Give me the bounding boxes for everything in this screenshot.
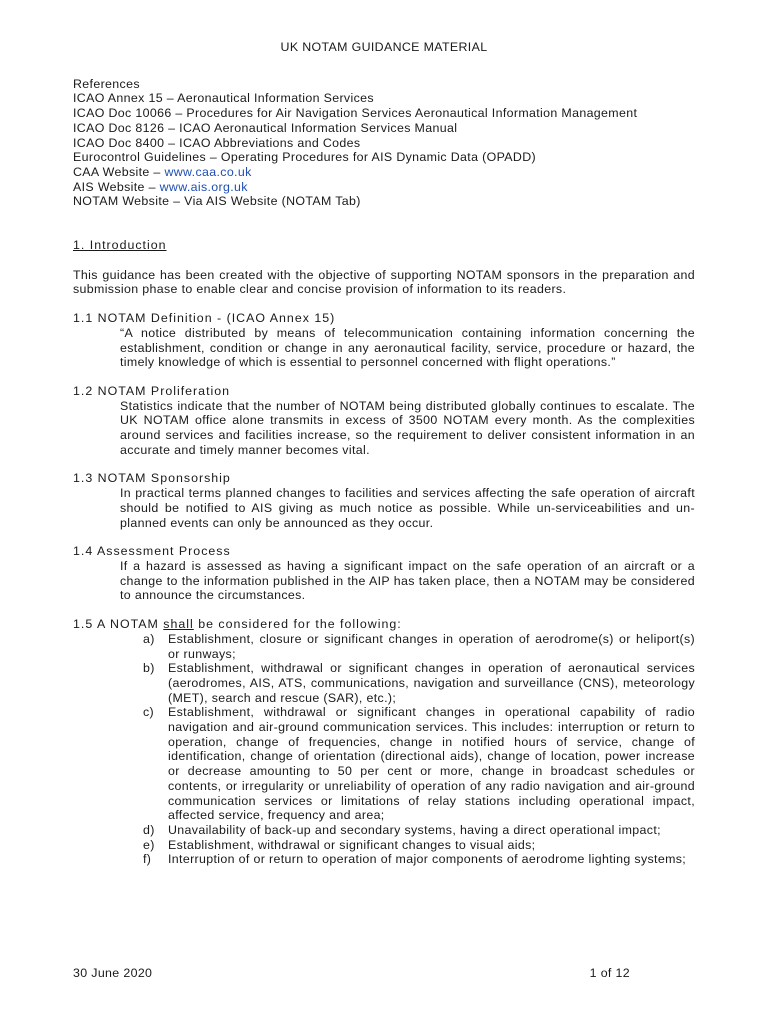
ais-website-link[interactable]: www.ais.org.uk: [159, 179, 248, 194]
references-heading: References: [73, 76, 140, 91]
caa-website-link[interactable]: www.caa.co.uk: [164, 164, 252, 179]
list-item-text: Unavailability of back-up and secondary systems, having a direct operational impact;: [168, 822, 661, 837]
section-heading-prefix: 1.5 A NOTAM: [73, 617, 164, 632]
section-1-2: [73, 384, 695, 458]
section-1-1: [73, 311, 695, 370]
list-item-label: c): [143, 705, 155, 720]
list-item-label: f): [143, 852, 152, 867]
section-heading: 1.4 Assessment Process: [73, 544, 231, 559]
list-item-text: Establishment, closure or significant changes in operation of aerodrome(s) or heliport(s) or runways;: [168, 631, 695, 661]
ais-website-line: [73, 180, 695, 195]
document-page: [73, 40, 695, 867]
references-block: [73, 77, 695, 209]
section-body: Statistics indicate that the number of NOTAM being distributed globally continues to escalate. The UK NOTAM office alone transmits in excess of 3500 NOTAM every month. As the complexities around services and facilities increase, so the requirement to deliver consistent information in an accurate and timely manner becomes vital.: [120, 398, 695, 457]
reference-line: ICAO Doc 8400 – ICAO Abbreviations and Codes: [73, 135, 361, 150]
list-item-label: a): [143, 631, 155, 646]
ais-website-label: AIS Website –: [73, 179, 160, 194]
list-item-label: d): [143, 822, 155, 837]
list-item-text: Establishment, withdrawal or significant changes in operation of aeronautical services (aerodromes, AIS, ATS, communications, navigation and surveillance (CNS), meteorology (MET), search and rescue (SAR), etc.);: [168, 661, 695, 705]
caa-website-line: [73, 165, 695, 180]
reference-line: ICAO Doc 8126 – ICAO Aeronautical Information Services Manual: [73, 120, 458, 135]
caa-website-label: CAA Website –: [73, 164, 165, 179]
shall-keyword: shall: [163, 617, 194, 632]
list-item-text: Establishment, withdrawal or significant changes to visual aids;: [168, 837, 536, 852]
list-item-text: Establishment, withdrawal or significant changes in operational capability of radio navigation and air-ground communication services. This includes: interruption or return to operation, change of frequencies, change in notified hours of service, change of identification, change of orientation (directional aids), change of location, power increase or decrease amounting to 50 per cent or more, change in broadcast schedules or contents, or irregularity or unreliability of operation of any radio navigation and air-ground communication services or limitations of relay stations including operational impact, affected service, frequency and area;: [168, 705, 695, 823]
reference-line: Eurocontrol Guidelines – Operating Procedures for AIS Dynamic Data (OPADD): [73, 150, 536, 165]
list-item: [73, 852, 695, 867]
introduction-heading-text: 1. Introduction: [73, 238, 167, 253]
page-number: 1 of 12: [589, 966, 630, 980]
document-title: UK NOTAM GUIDANCE MATERIAL: [280, 40, 488, 54]
list-item: [73, 661, 695, 705]
reference-line: ICAO Annex 15 – Aeronautical Information Services: [73, 91, 374, 106]
list-item-label: e): [143, 837, 155, 852]
section-1-3: [73, 471, 695, 530]
section-heading: [73, 617, 695, 632]
introduction-heading: [73, 238, 695, 253]
reference-line: ICAO Doc 10066 – Procedures for Air Navigation Services Aeronautical Information Management: [73, 106, 638, 121]
section-heading: 1.1 NOTAM Definition - (ICAO Annex 15): [73, 311, 336, 326]
section-1-5: [73, 617, 695, 867]
list-item-text: Interruption of or return to operation of major components of aerodrome lighting systems;: [168, 852, 687, 867]
list-item: [73, 838, 695, 853]
section-heading-suffix: be considered for the following:: [193, 617, 402, 632]
section-body: “A notice distributed by means of telecommunication containing information concerning the establishment, condition or change in any aeronautical facility, service, procedure or hazard, the timely knowledge of which is essential to personnel concerned with flight operations.”: [120, 325, 695, 370]
considerations-list: [73, 632, 695, 867]
introduction-paragraph: This guidance has been created with the objective of supporting NOTAM sponsors in the preparation and submission phase to enable clear and concise provision of information to its readers.: [73, 267, 695, 297]
list-item: [73, 632, 695, 661]
footer-date: 30 June 2020: [73, 966, 153, 980]
notam-website-line: NOTAM Website – Via AIS Website (NOTAM Tab): [73, 194, 361, 209]
section-1-4: [73, 544, 695, 603]
section-body: In practical terms planned changes to facilities and services affecting the safe operation of aircraft should be notified to AIS giving as much notice as possible. While un-serviceabilities and un-planned events can only be announced as they occur.: [120, 486, 695, 530]
list-item: [73, 823, 695, 838]
section-body: If a hazard is assessed as having a significant impact on the safe operation of an aircraft or a change to the information published in the AIP has taken place, then a NOTAM may be considered to announce the circumstances.: [120, 558, 695, 603]
section-heading: 1.3 NOTAM Sponsorship: [73, 471, 231, 486]
section-heading: 1.2 NOTAM Proliferation: [73, 383, 231, 398]
list-item-label: b): [143, 661, 155, 676]
list-item: [73, 705, 695, 823]
